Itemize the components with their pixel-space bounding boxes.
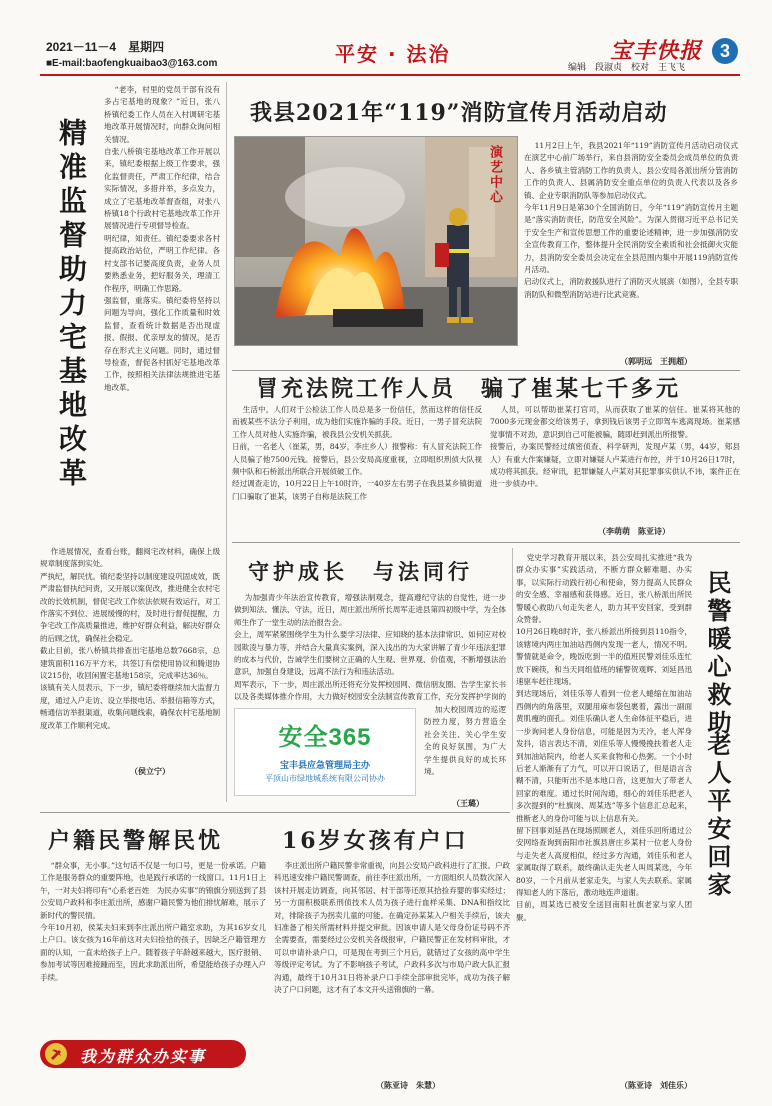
page-number-badge: 3 <box>712 38 738 64</box>
hukou-article-byline: （陈亚诗 朱慧） <box>376 1080 440 1090</box>
left-article-byline: （侯立宁） <box>130 766 170 776</box>
youth-article-byline: （王璐） <box>452 798 484 808</box>
ad-co-sponsor: 平顶山市绿地城系统有限公司协办 <box>265 774 385 783</box>
service-campaign-label: 我为群众办实事 <box>80 1047 207 1066</box>
fraud-article-byline: （李萌萌 陈亚诗） <box>598 526 670 536</box>
left-article-body-top: “老李，村里的党员干部有没有多占宅基地的现象？”近日，张八桥镇纪委工作人员在入村调研宅基地改革开展情况时，向群众询问相关情况。 自张八桥镇宅基地改革工作开展以来，镇纪委根据上级工作要求，强化监督责任，严肃工作纪律，结合实际情况，多措并举，多点发力，成立了宅基地改革督查组，对张八桥镇18个行政村宅基地改革工作开展情况进行专项督导检查。 明纪律，知责任。镇纪委要求各村提高政治站位，严明工作纪律。各村支部书记要高度负责，业务人员要熟悉业务，把好服务关，理清工作程序，明确工作思路。 强监督，重落实。镇纪委将坚持以问题为导向，强化工作质量和时效监督，查看统计数据是否出现虚报、假报、优亲厚友的情况，是否存在形式主义问题。同时，通过督导检查，督促各村抓好宅基地改革工作，按照相关法律法规推进宅基地改革。 <box>104 85 220 392</box>
section-divider <box>232 370 740 371</box>
hukou-article-title-b: 16岁女孩有户口 <box>282 828 469 854</box>
fire-article-body: 11月2日上午，我县2021年“119”消防宣传月活动启动仪式在演艺中心前广场举行，来自县消防安全委员会成员单位的负责人、各乡镇主管消防工作的负责人、县公安局各派出所分管消防工作的负责人、县属消防安全重点单位的负责人代表以及各乡镇、企业专职消防队等参加启动仪式。 今年11月9日是第30个全国消防日，今年“119”消防宣传月主题是“落实消防责任，防范安全风险”。为深入贯彻习近平总书记关于安全生产和宣传思想工作的重要论述精神，进一步加强消防安全宣传教育工作，整体提升全民消防安全素质和社会抵御火灾能力，县消防安全委员会决定在全县范围内集中开展119消防宣传月活动。 启动仪式上，消防救援队进行了消防灭火展演（如图），全县专职消防队和微型消防站进行比武竞赛。 <box>524 141 738 299</box>
issue-date: 2021－11－4 星期四 <box>46 40 165 54</box>
youth-article-body-tail: 加大校园周边的巡逻防控力度，努力营造全社会关注、关心学生安全的良好氛围，为广大学生提供良好的成长环境。 <box>424 705 506 777</box>
photo-building-sign: 演艺中心 <box>487 145 502 205</box>
hukou-article-body-left: “群众事，无小事。”这句话不仅是一句口号，更是一份承诺。户籍工作是服务群众的重要阵地，也是践行承诺的一线窗口。11月1日上午，一对夫妇将印有“心系老百姓 为民办实事”的锦旗分别送到了县公安局户政科和李庄派出所，感谢户籍民警为他们排忧解难，展示了新时代的警民情。 今年10月初，侯某夫妇来到李庄派出所户籍室求助，为其16岁女儿上户口。该女孩为16年前这对夫妇捡拾的孩子，因缺乏户籍管理方面的认知，一直未给孩子上户。随着孩子年龄越来越大，医疗报销、参加考试等因难接踵而至，因此求助派出所，希望能给孩子办理入户手续。 <box>40 861 266 982</box>
column-divider <box>512 548 513 810</box>
safety-365-ad <box>234 708 416 796</box>
fraud-article-body-left: 生活中，人们对于公检法工作人员总是多一份信任，然而这样的信任反而被某些不法分子利用，成为他们实施诈骗的手段。近日，一男子冒充法院工作人员对他人实施诈骗，被我县公安机关抓获。 日前，一名老人（崔某，男，84岁，李庄乡人）报警称：有人冒充法院工作人员骗了他7500元钱。接警后，县公安局高度重视，立即组织刑侦大队视频中队和石桥派出所联合开展侦破工作。 经过调查走访，10月22日上午10时许，一40岁左右男子在我县某乡镇街道门口骗取了崔某，该男子自称是法院工作 <box>232 405 482 501</box>
editor-credits: 编辑 段淑贞 校对 王飞飞 <box>568 63 686 73</box>
left-article-body-bottom: 作进展情况，查看台账，翻阅宅改材料，确保上级规章制度落到实处。 严执纪，解民忧。镇纪委坚持以制度建设巩固成效，既严肃监督执纪问责，又开展以案促改，推进健全农村宅改的长效机制，督促宅改工作依法依规有效运行，对工作落实不到位、进展缓慢的村，及时进行督促提醒，力争宅改工作高质量推进，维护好群众利益，解决好群众的后顾之忧，确保社会稳定。 截止目前，张八桥镇共排查出宅基地总数7668宗，总建筑面积116万平方米，共签订有偿使用协议和腾退协议215份，收回闲置宅基地158宗，完成率达36％。 该镇有关人员表示，下一步，镇纪委将继续加大监督力度，通过入户走访、设立举报电话、举报信箱等方式，畅通信访举报渠道，收集问题线索，确保农村宅基地制度改革工作顺利完成。 <box>40 547 220 730</box>
contact-email: ■E-mail:baofengkuaibao3@163.com <box>46 58 218 69</box>
left-article-title: 精准监督助力宅基地改革 <box>55 118 88 492</box>
fraud-article-body-right: 人员，可以帮助崔某打官司，从而获取了崔某的信任。崔某将其他的7000多元现金都交给该男子，拿到钱后该男子立即驾车逃离现场。崔某感觉事情不对劲，意识到自己可能被骗，随即赶到派出所报警。 接警后，办案民警经过缜密侦查、科学研判，发现卢某（男，44岁，郏县人）有重大作案嫌疑，立即对嫌疑人卢某进行布控，并于10月26日17时，成功将其抓获。经审讯，犯罪嫌疑人卢某对其犯罪事实供认不讳，案件正在进一步侦办中。 <box>490 405 740 489</box>
party-emblem-icon <box>44 1042 68 1066</box>
hukou-article-body-right: 李庄派出所户籍民警非常重视，向县公安局户政科进行了汇报。户政科迅速安排户籍民警调查，前往李庄派出所，一方面组织人员数次深入该村开展走访调查，向其邻居、村干部等还原其拾捡弃婴的事实经过；另一方面积极联系刑侦技术人员为孩子进行血样采集、DNA和指纹比对，排除孩子为拐卖儿童的可能。在确定孙某某入户相关手续后，该夫妇准备了相关所需材料并提交审批。因该申请人是父母身份证号码不齐全需要查，需要经过公安机关各级报审，户籍民警正在发材料审批，才可以申请补录户口，可是现在考到三个月后，就错过了女孩的高中学生等级评定考试。为了不影响孩子考试，户政科多次与市局户政大队汇报沟通，最终于10月31日将补录户口手续全部审批完毕，成功为孩子解决了户口问题，这才有了本文开头送锦旗的一幕。 <box>274 861 510 995</box>
fire-article-byline: （郭明远 王拥超） <box>620 356 692 366</box>
ad-title: 安全365 <box>278 724 372 751</box>
fire-drill-photo <box>234 136 518 346</box>
fraud-article-title: 冒充法院工作人员 骗了崔某七千多元 <box>256 376 682 402</box>
fire-article-title: 我县2021年“119”消防宣传月活动启动 <box>250 100 668 126</box>
youth-article-body-top: 为加强青少年法治宣传教育，增强法制观念，提高遵纪守法的自觉性，进一步做到知法、懂法、守法，近日，周庄派出所所长周军走进县第四初级中学，为全体师生作了一堂生动的法治报告会。 会上，周军紧紧围绕学生为什么要学习法律、应知晓的基本法律常识、如何应对校园欺凌与暴力等，并结合大量真实案例，深入浅出的为大家讲解了青少年违法犯罪的成本与代价，告诫学生们要树立正确的人生观、世界观、价值观，不断增强法治意识，加强自身建设，远离不法行为和违法活动。 周军表示，下一步，周庄派出所还将充分发挥校园网、微信朋友圈、告学生家长书以及各类媒体推介作用，大力做好校园安全法制宣传教育工作，充分发挥护学岗的 <box>234 593 506 702</box>
youth-article-title: 守护成长 与法同行 <box>248 559 473 584</box>
service-campaign-badge <box>40 1040 246 1068</box>
newspaper-logo: 宝丰快报 <box>610 38 703 64</box>
section-title: 平安 · 法治 <box>335 42 451 66</box>
police-article-title-b: 老人平安回家 <box>703 732 732 900</box>
column-divider <box>226 82 227 802</box>
police-article-byline: （陈亚诗 刘佳乐） <box>620 1080 692 1090</box>
header-rule <box>40 74 740 76</box>
ad-sponsor: 宝丰县应急管理局主办 <box>279 761 370 771</box>
section-divider <box>40 812 510 813</box>
police-article-body: 党史学习教育开展以来，县公安局扎实推进“我为群众办实事”实践活动，不断方群众解难题、办实事，以实际行动践行初心和使命，努力提高人民群众的安全感、幸福感和获得感。近日，张八桥派出所民警暖心救助八旬走失老人，助力其平安回家，受到群众赞誉。 10月26日晚8时许，张八桥派出所接到县110指令，该辖境内两庄加油站西侧内发现一老人，情况不明。警情就是命令，晚饭吃到一半的值班民警刘佳乐连忙放下碗筷，和当天同组值班的辅警贺观辉、刘延昌迅速驱车赶往现场。 到达现场后，刘佳乐等人看到一位老人蜷缩在加油站西侧内的角落里，双腿用麻布袋包裹着，露出一副面黄肌瘦的面孔。刘佳乐确认老人生命体征平稳后，进一步询问老人身份信息，可能是因为天冷，老人浑身发抖，语言表达不清，刘佳乐等人慢慢挽扶着老人走到加油站院内，给老人买来食物和心热粥。一个小时后老人渐渐有了力气，可以开口说话了，但是语言含糊不清，只能听出不是本地口音，这更加大了带老人回家的难度。通过长时间沟通，细心的刘佳乐把老人多次提到的“杜旗岗、周某选”等多个信息汇总起来，推断老人的身份可能与以上信息有关。 留下回事刘延昌在现场照顾老人，刘佳乐回所通过公安网络查询到南阳市社旗县唐庄乡某村一位老人身份与走失老人高度相似，经过多方沟通，刘佳乐和老人家属取得了联系，最终确认走失老人叫周某选，今年80岁，一个月前从老家走失，与家人失去联系。家属得知老人的下落后，激动地连声道谢。 目前，周某选已被安全送回南阳社旗老家与家人团聚。 <box>516 553 692 922</box>
police-article-title-a: 民警暖心救助 <box>703 570 732 738</box>
hukou-article-title-a: 户籍民警解民忧 <box>48 828 224 854</box>
section-divider <box>232 542 740 543</box>
